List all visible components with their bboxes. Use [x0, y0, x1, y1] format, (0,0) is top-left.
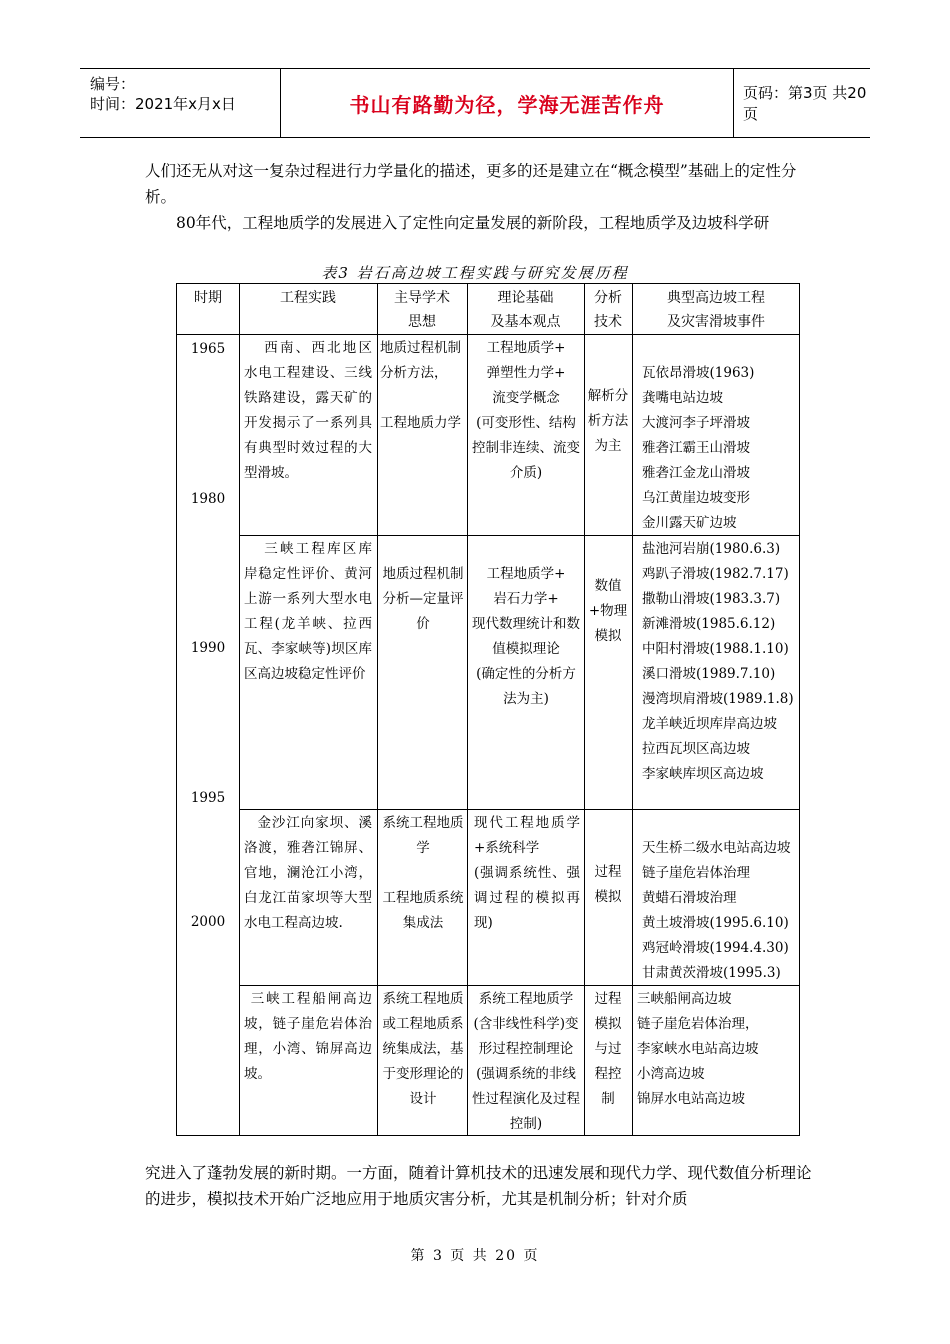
- row3-theory: 现代工程地质学+系统科学 (强调系统性、强调过程的模拟再现): [474, 815, 580, 931]
- header-meta: [80, 69, 280, 137]
- row1-events: 瓦依昂滑坡(1963) 龚嘴电站边坡 大渡河李子坪滑坡 雅砻江霸王山滑坡 雅砻江金龙山滑坡 乌江黄崖边坡变形 金川露天矿边坡: [642, 365, 755, 531]
- row1-practice: 西南、西北地区水电工程建设、三线铁路建设，露天矿的开发揭示了一系列具有典型时效过程的大型滑坡。: [244, 340, 372, 481]
- header-motto: 书山有路勤为径，学海无涯苦作舟: [349, 92, 665, 117]
- row2-practice: 三峡工程库区库岸稳定性评价、黄河上游一系列大型水电工程(龙羊峡、拉西瓦、李家峡等)坝区库区高边坡稳定性评价: [244, 541, 372, 682]
- row3-technique: 过程模拟: [594, 864, 622, 905]
- header-theory: 理论基础 及基本观点: [490, 290, 561, 330]
- row4-events: 三峡船闸高边坡 链子崖危岩体治理， 李家峡水电站高边坡 小湾高边坡 锦屏水电站高边坡: [637, 991, 759, 1107]
- row2-thought: 地质过程机制分析—定量评价: [382, 566, 464, 632]
- row2-events: 盐池河岩崩(1980.6.3) 鸡趴子滑坡(1982.7.17) 撒勒山滑坡(1983.3.7) 新滩滑坡(1985.6.12) 中阳村滑坡(1988.1.10) 溪口滑坡(1989.7.10) 漫湾坝肩滑坡(1989.1.8) 龙羊峡近坝库岸高边坡 拉西瓦坝区高边坡 李家峡库坝区高边坡: [642, 541, 794, 782]
- page-header: [80, 68, 870, 138]
- header-events: 典型高边坡工程 及灾害滑坡事件: [667, 290, 765, 330]
- header-practice: 工程实践: [280, 290, 336, 306]
- year-label: 1965: [190, 341, 226, 357]
- row3-events: 天生桥二级水电站高边坡 链子崖危岩体治理 黄蜡石滑坡治理 黄土坡滑坡(1995.6.10) 鸡冠岭滑坡(1994.4.30) 甘肃黄茨滑坡(1995.3): [642, 840, 791, 981]
- document-date-label: 时间：2021年x月x日: [90, 95, 236, 113]
- row1-technique: 解析分析方法为主: [587, 388, 629, 454]
- header-page-number: 页码：第3页 共20页: [743, 84, 867, 123]
- row4-technique: 过程模拟与过程控制: [594, 991, 622, 1107]
- header-motto-cell: [280, 69, 734, 137]
- header-period: 时期: [194, 290, 222, 306]
- header-thought: 主导学术 思想: [394, 290, 450, 330]
- row4-practice: 三峡工程船闸高边坡，链子崖危岩体治理，小湾、锦屏高边坡。: [244, 991, 372, 1082]
- row2-theory: 工程地质学+ 岩石力学+ 现代数理统计和数值模拟理论 (确定性的分析方法为主): [472, 566, 580, 707]
- page-footer: 第 3 页 共 20 页: [410, 1248, 540, 1264]
- year-label: 2000: [190, 914, 226, 930]
- row1-theory: 工程地质学+ 弹塑性力学+ 流变学概念 (可变形性、结构控制非连续、流变介质): [472, 340, 580, 481]
- year-label: 1980: [190, 491, 226, 507]
- development-history-table: [176, 283, 800, 1136]
- row1-thought: 地质过程机制分析方法， 工程地质力学: [380, 340, 461, 431]
- header-technique: 分析 技术: [594, 290, 622, 330]
- year-label: 1995: [190, 790, 226, 806]
- row4-theory: 系统工程地质学(含非线性科学)变形过程控制理论(强调系统的非线性过程演化及过程控制): [472, 991, 580, 1132]
- row3-thought: 系统工程地质学 工程地质系统集成法: [382, 815, 464, 931]
- table-caption: 表3 岩石高边坡工程实践与研究发展历程: [321, 264, 629, 282]
- document-number-label: 编号：: [90, 75, 136, 93]
- row3-practice: 金沙江向家坝、溪洛渡，雅砻江锦屏、官地，澜沧江小湾，白龙江苗家坝等大型水电工程高边坡.: [244, 815, 372, 931]
- body-paragraph-2: 80年代，工程地质学的发展进入了定性向定量发展的新阶段，工程地质学及边坡科学研: [176, 214, 770, 232]
- row4-thought: 系统工程地质或工程地质系统集成法，基于变形理论的设计: [382, 991, 464, 1107]
- body-paragraph-3: 究进入了蓬勃发展的新时期。一方面，随着计算机技术的迅速发展和现代力学、现代数值分析理论的进步，模拟技术开始广泛地应用于地质灾害分析，尤其是机制分析；针对介质: [145, 1164, 812, 1208]
- body-paragraph-1: 人们还无从对这一复杂过程进行力学量化的描述，更多的还是建立在“概念模型”基础上的定性分析。: [145, 162, 797, 206]
- row2-technique: 数值+物理模拟: [588, 578, 628, 644]
- year-label: 1990: [190, 640, 226, 656]
- header-page-cell: [733, 69, 880, 137]
